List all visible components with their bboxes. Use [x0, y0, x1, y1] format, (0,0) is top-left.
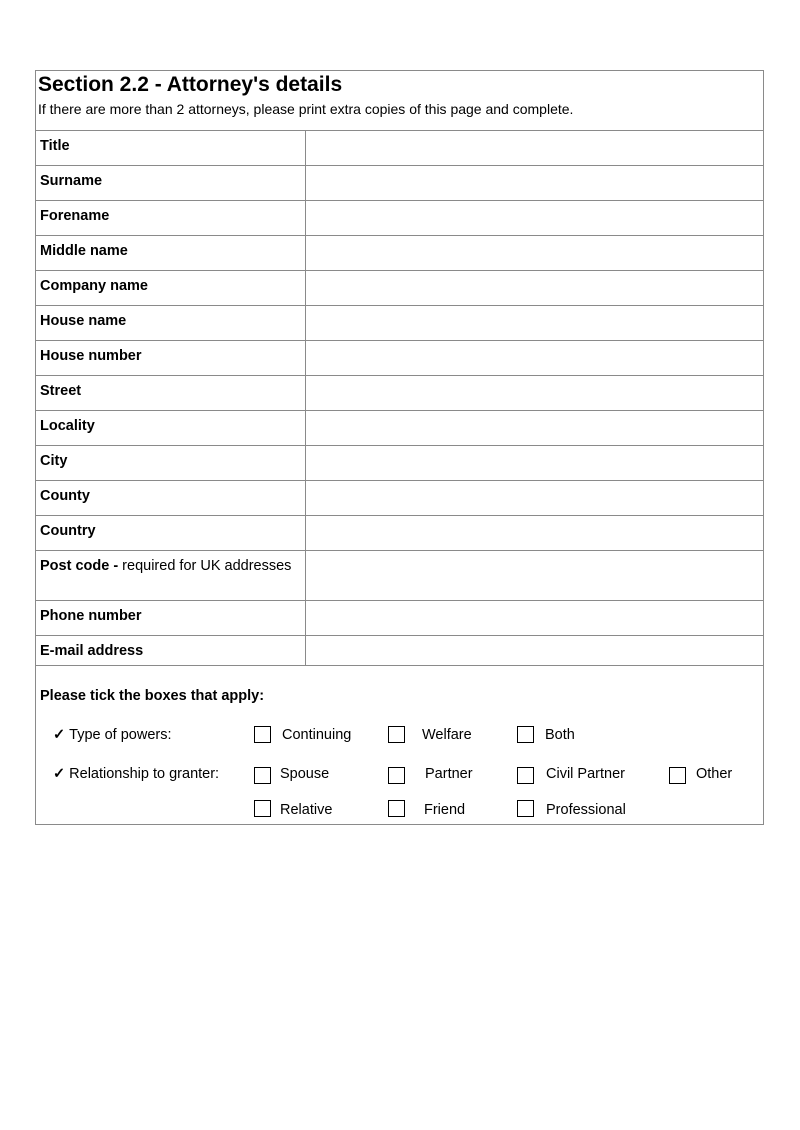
field-label: Company name	[36, 271, 306, 305]
both-checkbox[interactable]	[517, 726, 534, 743]
field-label: Country	[36, 516, 306, 550]
field-label: House name	[36, 306, 306, 340]
spouse-option-label: Spouse	[280, 766, 330, 782]
partner-checkbox[interactable]	[388, 767, 405, 784]
middle-name-input[interactable]	[306, 236, 763, 270]
field-label: Street	[36, 376, 306, 410]
friend-option-label: Friend	[424, 802, 466, 818]
field-label: Phone number	[36, 601, 306, 635]
continuing-checkbox[interactable]	[254, 726, 271, 743]
phone-number-input[interactable]	[306, 601, 763, 635]
title-input[interactable]	[306, 131, 763, 165]
field-label: Middle name	[36, 236, 306, 270]
field-row-country	[36, 516, 763, 551]
email-address-input[interactable]	[306, 636, 763, 665]
civil-partner-option-label: Civil Partner	[546, 766, 625, 782]
field-row-forename	[36, 201, 763, 236]
field-row-house-name	[36, 306, 763, 341]
attorney-details-form	[35, 70, 764, 825]
city-input[interactable]	[306, 446, 763, 480]
fields-table	[36, 131, 763, 666]
field-row-locality	[36, 411, 763, 446]
check-mark-icon: ✓	[53, 727, 66, 743]
field-label: Surname	[36, 166, 306, 200]
field-label: City	[36, 446, 306, 480]
field-label: Forename	[36, 201, 306, 235]
section-title: Section 2.2 - Attorney's details	[38, 73, 343, 96]
other-checkbox[interactable]	[669, 767, 686, 784]
house-number-input[interactable]	[306, 341, 763, 375]
field-row-house-number	[36, 341, 763, 376]
section-subtitle: If there are more than 2 attorneys, please print extra copies of this page and complete.	[38, 101, 574, 117]
partner-option-label: Partner	[425, 766, 473, 782]
company-name-input[interactable]	[306, 271, 763, 305]
street-input[interactable]	[306, 376, 763, 410]
forename-input[interactable]	[306, 201, 763, 235]
post-code-input[interactable]	[306, 551, 763, 600]
check-mark-icon: ✓	[53, 766, 66, 782]
field-note: required for UK addresses	[118, 558, 292, 574]
house-name-input[interactable]	[306, 306, 763, 340]
civil-partner-checkbox[interactable]	[517, 767, 534, 784]
field-row-post-code	[36, 551, 763, 601]
field-row-city	[36, 446, 763, 481]
professional-option-label: Professional	[546, 802, 626, 818]
field-label: County	[36, 481, 306, 515]
field-label: House number	[36, 341, 306, 375]
both-option-label: Both	[545, 727, 575, 743]
field-row-surname	[36, 166, 763, 201]
field-row-phone-number	[36, 601, 763, 636]
country-input[interactable]	[306, 516, 763, 550]
section-header	[36, 71, 763, 131]
welfare-checkbox[interactable]	[388, 726, 405, 743]
field-row-title	[36, 131, 763, 166]
field-row-email-address	[36, 636, 763, 666]
friend-checkbox[interactable]	[388, 800, 405, 817]
surname-input[interactable]	[306, 166, 763, 200]
welfare-option-label: Welfare	[422, 727, 472, 743]
field-label: E-mail address	[36, 636, 306, 665]
tick-heading: Please tick the boxes that apply:	[40, 688, 265, 704]
locality-input[interactable]	[306, 411, 763, 445]
continuing-option-label: Continuing	[282, 727, 352, 743]
field-label: Title	[36, 131, 306, 165]
spouse-checkbox[interactable]	[254, 767, 271, 784]
county-input[interactable]	[306, 481, 763, 515]
field-row-company-name	[36, 271, 763, 306]
field-label: Post code - required for UK addresses	[36, 551, 306, 600]
field-row-street	[36, 376, 763, 411]
field-row-middle-name	[36, 236, 763, 271]
relative-option-label: Relative	[280, 802, 333, 818]
relative-checkbox[interactable]	[254, 800, 271, 817]
field-label: Locality	[36, 411, 306, 445]
type-of-powers-label: ✓ Type of powers:	[53, 727, 172, 743]
field-row-county	[36, 481, 763, 516]
relationship-to-granter-label: ✓ Relationship to granter:	[53, 766, 220, 782]
professional-checkbox[interactable]	[517, 800, 534, 817]
tick-boxes-section	[36, 669, 763, 826]
other-option-label: Other	[696, 766, 733, 782]
